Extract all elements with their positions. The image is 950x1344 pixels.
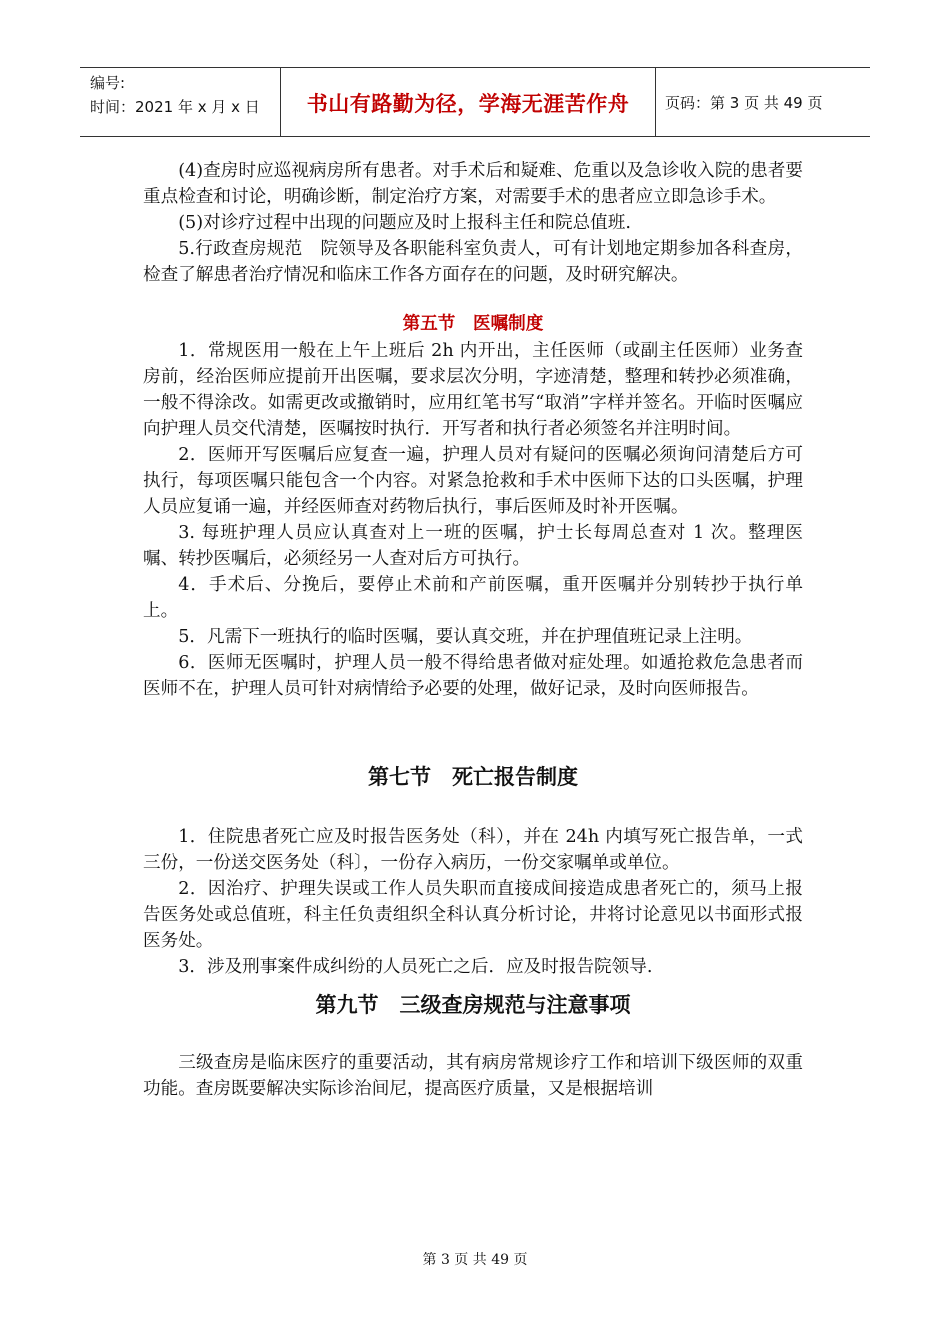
paragraph: 1．常规医用一般在上午上班后 2h 内开出，主任医师（或副主任医师）业务查房前，经治医师应提前开出医嘱，要求层次分明，字迹清楚，整理和转抄必须准确，一般不得涂改。如需更改或撤销时，应用红笔书写“取消”字样并签名。开临时医嘱应向护理人员交代清楚，医嘱按时执行．开写者和执行者必须签名并注明时间。	[143, 341, 803, 439]
document-code-label: 编号:	[90, 74, 126, 92]
paragraph: 2．医师开写医嘱后应复查一遍，护理人员对有疑问的医嘱必须询问清楚后方可执行，每项医嘱只能包含一个内容。对紧急抢救和手术中医师下达的口头医嘱，护理人员应复诵一遍，并经医师查对药物后执行，事后医师及时补开医嘱。	[143, 445, 803, 517]
section-heading-ward-rounds: 第九节 三级查房规范与注意事项	[315, 993, 631, 1017]
paragraph: 5．凡需下一班执行的临时医嘱，要认真交班，并在护理值班记录上注明。	[178, 627, 753, 647]
header-motto: 书山有路勤为径，学海无涯苦作舟	[306, 92, 630, 116]
section-heading-medical-orders: 第五节 医嘱制度	[402, 314, 544, 334]
paragraph: 4．手术后、分挽后，要停止术前和产前医嘱，重开医嘱并分别转抄于执行单上。	[143, 575, 803, 621]
paragraph: 三级查房是临床医疗的重要活动，其有病房常规诊疗工作和培训下级医师的双重功能。查房既要解决实际诊治间尼，提高医疗质量，又是根据培训	[143, 1053, 803, 1099]
section-heading-death-report: 第七节 死亡报告制度	[368, 765, 578, 789]
paragraph: 1．住院患者死亡应及时报告医务处（科），并在 24h 内填写死亡报告单，一式三份，一份送交医务处（科〕，一份存入病历，一份交家嘱单或单位。	[143, 827, 803, 873]
page-footer: 第 3 页 共 49 页	[422, 1252, 528, 1268]
document-date-label: 时间：2021 年 x 月 x 日	[90, 98, 260, 116]
document-body	[143, 158, 803, 1102]
paragraph: 2．因治疗、护理失误或工作人员失职而直接成间接造成患者死亡的，须马上报告医务处或总值班，科主任负责组织全科认真分析讨论，井将讨论意见以书面形式报医务处。	[143, 879, 803, 951]
paragraph: 3. 每班护理人员应认真查对上一班的医嘱，护士长每周总查对 1 次。整理医嘱、转抄医嘱后，必须经另一人查对后方可执行。	[143, 523, 803, 569]
paragraph: (5)对诊疗过程中出现的问题应及时上报科主任和院总值班.	[178, 213, 631, 233]
paragraph: 5.行政查房规范 院领导及各职能科室负责人，可有计划地定期参加各科查房，检查了解患者治疗情况和临床工作各方面存在的问题，及时研究解决。	[143, 239, 803, 285]
header-divider	[655, 68, 656, 136]
paragraph: 6．医师无医嘱时，护理人员一般不得给患者做对症处理。如遁抢救危急患者而医师不在，护理人员可针对病情给予必要的处理，做好记录，及时向医师报告。	[143, 653, 803, 699]
paragraph: 3．涉及刑事案件成纠纷的人员死亡之后．应及时报告院领导.	[178, 957, 653, 977]
page-header	[80, 67, 870, 137]
header-meta	[90, 71, 260, 119]
header-page-number: 页码：第 3 页 共 49 页	[665, 94, 823, 112]
paragraph: (4)查房时应巡视病房所有患者。对手术后和疑难、危重以及急诊收入院的患者要重点检查和讨论，明确诊断，制定治疗方案，对需要手术的患者应立即急诊手术。	[143, 161, 803, 207]
